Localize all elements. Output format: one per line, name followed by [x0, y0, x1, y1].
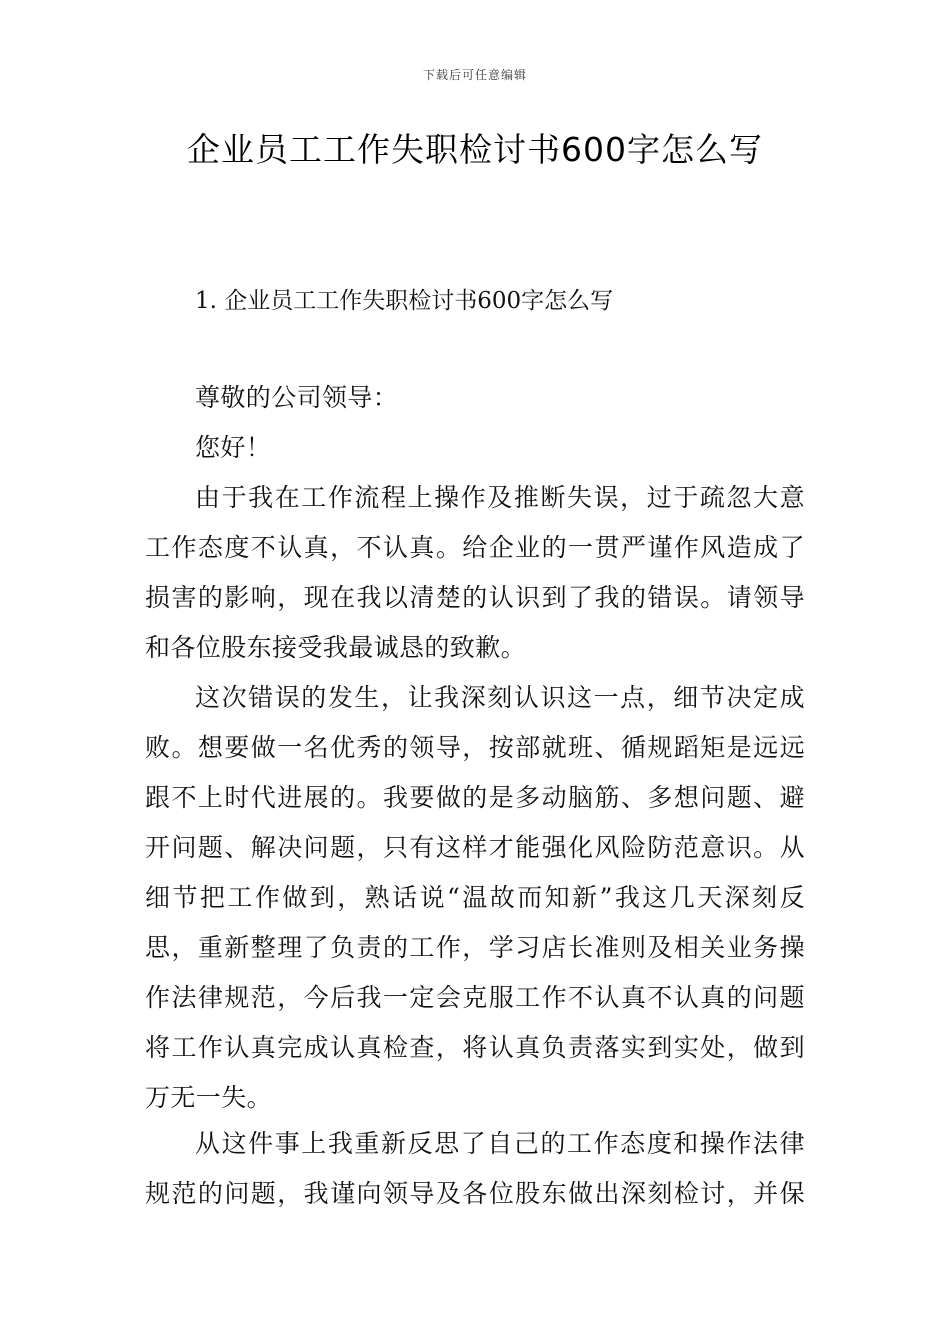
paragraph-line: 从这件事上我重新反思了自己的工作态度和操作法律	[195, 1129, 805, 1158]
paragraph-line: 败。想要做一名优秀的领导，按部就班、循规蹈矩是远远	[145, 733, 805, 762]
paragraph-line: 这次错误的发生，让我深刻认识这一点，细节决定成	[195, 683, 805, 712]
section-heading: 1. 企业员工工作失职检讨书600字怎么写	[195, 288, 614, 314]
header-note: 下载后可任意编辑	[422, 68, 527, 82]
paragraph-line: 开问题、解决问题，只有这样才能强化风险防范意识。从	[145, 833, 805, 862]
paragraph-line: 作法律规范，今后我一定会克服工作不认真不认真的问题	[145, 983, 805, 1012]
paragraph-line: 工作态度不认真，不认真。给企业的一贯严谨作风造成了	[145, 533, 805, 562]
paragraph-1	[145, 473, 805, 673]
paragraph-line: 损害的影响，现在我以清楚的认识到了我的错误。请领导	[145, 583, 805, 612]
paragraph-line: 细节把工作做到，熟话说“温故而知新”我这几天深刻反	[145, 883, 805, 912]
letter-opening	[145, 373, 805, 473]
paragraph-2	[145, 673, 805, 1123]
paragraph-line: 和各位股东接受我最诚恳的致歉。	[145, 633, 527, 662]
paragraph-3	[145, 1119, 805, 1219]
greeting: 您好！	[195, 433, 272, 462]
paragraph-line: 将工作认真完成认真检查，将认真负责落实到实处，做到	[145, 1033, 805, 1062]
salutation: 尊敬的公司领导：	[195, 383, 399, 412]
paragraph-line: 跟不上时代进展的。我要做的是多动脑筋、多想问题、避	[145, 783, 805, 812]
paragraph-line: 思，重新整理了负责的工作，学习店长准则及相关业务操	[145, 933, 805, 962]
paragraph-line: 万无一失。	[145, 1083, 273, 1112]
paragraph-line: 由于我在工作流程上操作及推断失误，过于疏忽大意	[195, 483, 805, 512]
paragraph-line: 规范的问题，我谨向领导及各位股东做出深刻检讨，并保	[145, 1179, 805, 1208]
document-title: 企业员工工作失职检讨书600字怎么写	[187, 130, 763, 169]
